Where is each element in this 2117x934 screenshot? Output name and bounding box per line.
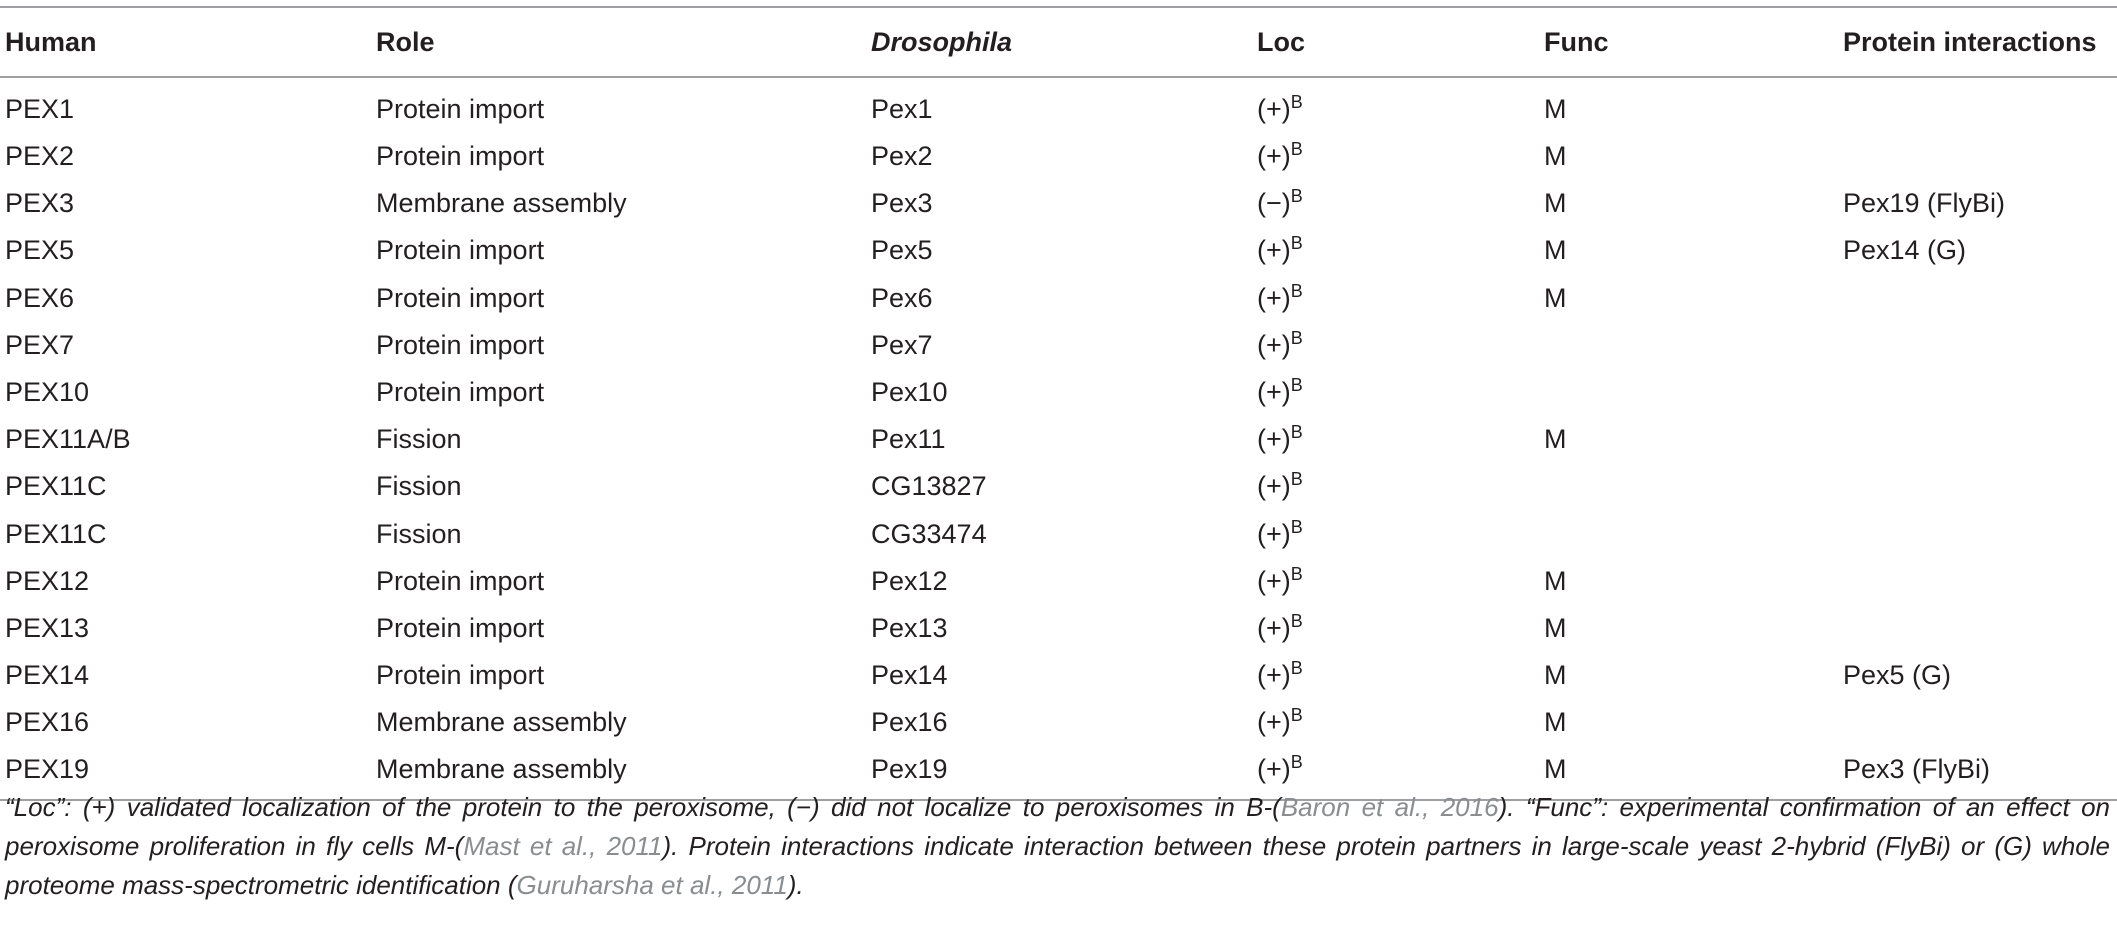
loc-value: (+) xyxy=(1257,282,1291,313)
cell-drosophila: Pex5 xyxy=(871,235,933,266)
cell-drosophila: Pex2 xyxy=(871,141,933,172)
cell-func xyxy=(1539,463,1838,510)
cell-drosophila: CG13827 xyxy=(871,471,987,502)
header-role: Role xyxy=(371,7,866,77)
cell-interactions xyxy=(1838,77,2117,133)
loc-superscript: B xyxy=(1290,139,1303,160)
footnote-text-3: ). Protein interactions indicate interaction between these protein partners in large-scale yeast 2-hybrid (FlyBi) or (G) whole proteome mass-spectrometric identification ( xyxy=(5,831,2110,900)
citation-link-mast-2011[interactable]: Mast et al., 2011 xyxy=(463,831,663,861)
cell-interactions: Pex14 (G) xyxy=(1843,235,1967,266)
cell-drosophila: Pex3 xyxy=(871,188,933,219)
cell-func: M xyxy=(1544,141,1567,172)
peroxin-table xyxy=(0,6,2117,801)
cell-role: Membrane assembly xyxy=(376,707,627,738)
header-human: Human xyxy=(0,7,371,77)
cell-interactions xyxy=(1838,369,2117,416)
cell-human: PEX14 xyxy=(5,660,90,691)
loc-superscript: B xyxy=(1290,280,1303,301)
loc-value: (+) xyxy=(1257,471,1291,502)
cell-interactions: Pex5 (G) xyxy=(1843,660,1952,691)
cell-loc xyxy=(1252,369,1539,416)
cell-human: PEX11A/B xyxy=(5,424,131,455)
loc-value: (+) xyxy=(1257,612,1291,643)
cell-role: Protein import xyxy=(376,141,545,172)
cell-interactions xyxy=(1838,463,2117,510)
header-drosophila: Drosophila xyxy=(866,7,1252,77)
table-footnote xyxy=(5,788,2110,905)
cell-human: PEX6 xyxy=(5,282,75,313)
loc-value: (+) xyxy=(1257,424,1291,455)
loc-value: (+) xyxy=(1257,329,1291,360)
table-row xyxy=(0,369,2117,416)
cell-func: M xyxy=(1544,94,1567,124)
loc-value: (−) xyxy=(1257,188,1291,219)
cell-func xyxy=(1539,369,1838,416)
footnote-text-1: “Loc”: (+) validated localization of the protein to the peroxisome, (−) did not localize to peroxisomes in B-( xyxy=(5,792,1281,822)
cell-interactions: Pex19 (FlyBi) xyxy=(1843,188,2006,219)
cell-drosophila: Pex11 xyxy=(871,424,946,455)
cell-role: Membrane assembly xyxy=(376,188,627,219)
table-row xyxy=(0,699,2117,746)
loc-value: (+) xyxy=(1257,754,1291,785)
loc-superscript: B xyxy=(1290,422,1303,443)
loc-superscript: B xyxy=(1290,705,1303,726)
cell-interactions xyxy=(1838,322,2117,369)
cell-human: PEX3 xyxy=(5,188,75,219)
cell-interactions xyxy=(1838,416,2117,463)
cell-role: Protein import xyxy=(376,660,545,691)
cell-human: PEX7 xyxy=(5,329,75,360)
header-func: Func xyxy=(1539,7,1838,77)
cell-loc xyxy=(1252,463,1539,510)
table-row xyxy=(0,463,2117,510)
cell-loc xyxy=(1252,227,1539,274)
cell-drosophila: Pex19 xyxy=(866,746,1252,800)
table-row xyxy=(0,652,2117,699)
cell-func: M xyxy=(1544,565,1567,596)
cell-role: Protein import xyxy=(376,565,545,596)
cell-human: PEX19 xyxy=(0,746,371,800)
loc-superscript: B xyxy=(1290,327,1303,348)
loc-superscript: B xyxy=(1290,186,1303,207)
cell-role: Fission xyxy=(376,518,462,549)
cell-interactions xyxy=(1838,558,2117,605)
cell-loc xyxy=(1252,133,1539,180)
header-loc: Loc xyxy=(1252,7,1539,77)
loc-superscript: B xyxy=(1290,233,1303,254)
cell-human: PEX10 xyxy=(5,377,90,408)
cell-drosophila: Pex6 xyxy=(871,282,933,313)
cell-loc xyxy=(1252,652,1539,699)
cell-func xyxy=(1539,322,1838,369)
cell-loc xyxy=(1252,322,1539,369)
cell-func: M xyxy=(1544,707,1567,738)
citation-link-guruharsha-2011[interactable]: Guruharsha et al., 2011 xyxy=(516,870,788,900)
cell-drosophila: Pex16 xyxy=(871,707,948,738)
cell-func: M xyxy=(1544,660,1567,691)
cell-human: PEX11C xyxy=(5,471,107,502)
loc-value: (+) xyxy=(1257,377,1291,408)
cell-interactions xyxy=(1838,133,2117,180)
cell-drosophila: Pex10 xyxy=(871,377,948,408)
loc-value: (+) xyxy=(1257,235,1291,266)
cell-loc xyxy=(1252,180,1539,227)
loc-superscript: B xyxy=(1290,658,1303,679)
table-row xyxy=(0,275,2117,322)
table-row xyxy=(0,227,2117,274)
cell-role: Protein import xyxy=(376,94,545,124)
loc-superscript: B xyxy=(1290,563,1303,584)
table-row xyxy=(0,511,2117,558)
table-row xyxy=(0,416,2117,463)
loc-value: (+) xyxy=(1257,141,1291,172)
cell-drosophila: Pex7 xyxy=(871,329,933,360)
footnote-text-4: ). xyxy=(787,870,804,900)
citation-link-baron-2016[interactable]: Baron et al., 2016 xyxy=(1280,792,1499,822)
cell-human: PEX1 xyxy=(5,94,75,124)
table-row xyxy=(0,133,2117,180)
table-row xyxy=(0,77,2117,133)
cell-loc xyxy=(1252,275,1539,322)
cell-func: M xyxy=(1544,424,1567,455)
cell-func: M xyxy=(1539,746,1838,800)
cell-human: PEX5 xyxy=(5,235,75,266)
loc-superscript: B xyxy=(1290,92,1303,112)
cell-role: Fission xyxy=(376,424,462,455)
cell-func xyxy=(1539,511,1838,558)
cell-loc xyxy=(1252,558,1539,605)
cell-interactions xyxy=(1838,511,2117,558)
cell-interactions xyxy=(1838,275,2117,322)
cell-role: Protein import xyxy=(376,282,545,313)
loc-value: (+) xyxy=(1257,565,1291,596)
loc-superscript: B xyxy=(1290,610,1303,631)
loc-value: (+) xyxy=(1257,707,1291,738)
cell-loc xyxy=(1252,511,1539,558)
cell-human: PEX2 xyxy=(5,141,75,172)
loc-superscript: B xyxy=(1290,469,1303,490)
cell-interactions: Pex3 (FlyBi) xyxy=(1838,746,2117,800)
cell-interactions xyxy=(1838,605,2117,652)
cell-drosophila: CG33474 xyxy=(871,518,987,549)
loc-value: (+) xyxy=(1257,660,1291,691)
table-row xyxy=(0,558,2117,605)
cell-human: PEX11C xyxy=(5,518,107,549)
cell-role: Protein import xyxy=(376,329,545,360)
header-protein-interactions: Protein interactions xyxy=(1838,7,2117,77)
table-body xyxy=(0,77,2117,800)
cell-drosophila: Pex14 xyxy=(871,660,948,691)
table-row xyxy=(0,605,2117,652)
table-row xyxy=(0,322,2117,369)
cell-func: M xyxy=(1544,235,1567,266)
table-row xyxy=(0,180,2117,227)
cell-human: PEX12 xyxy=(5,565,90,596)
cell-loc xyxy=(1252,699,1539,746)
cell-interactions xyxy=(1838,699,2117,746)
cell-loc xyxy=(1252,605,1539,652)
cell-drosophila: Pex13 xyxy=(871,612,948,643)
cell-func: M xyxy=(1544,612,1567,643)
cell-loc xyxy=(1252,416,1539,463)
loc-value: (+) xyxy=(1257,518,1291,549)
cell-role: Membrane assembly xyxy=(371,746,866,800)
footnote-text-2: ). “Func”: experimental confirmation of an effect on peroxisome proliferation in fly cells M-( xyxy=(5,792,2110,861)
cell-func: M xyxy=(1544,282,1567,313)
cell-func: M xyxy=(1544,188,1567,219)
loc-superscript: B xyxy=(1290,375,1303,396)
cell-role: Protein import xyxy=(376,377,545,408)
loc-value: (+) xyxy=(1257,94,1291,124)
cell-drosophila: Pex12 xyxy=(871,565,948,596)
cell-human: PEX13 xyxy=(5,612,90,643)
cell-drosophila: Pex1 xyxy=(871,94,933,124)
loc-superscript: B xyxy=(1290,516,1303,537)
loc-superscript: B xyxy=(1290,752,1303,773)
cell-loc xyxy=(1252,77,1539,133)
cell-role: Protein import xyxy=(376,235,545,266)
cell-role: Fission xyxy=(376,471,462,502)
cell-human: PEX16 xyxy=(5,707,90,738)
cell-role: Protein import xyxy=(376,612,545,643)
table-header-row xyxy=(0,7,2117,77)
